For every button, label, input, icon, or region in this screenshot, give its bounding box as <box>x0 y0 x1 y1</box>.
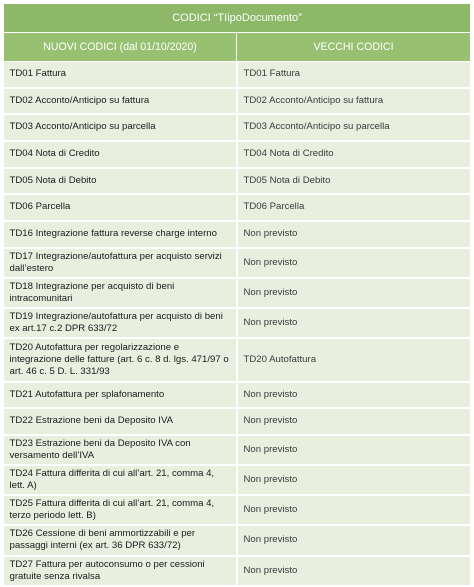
new-code-cell: TD27 Fattura per autoconsumo o per cessioni gratuite senza rivalsa <box>4 556 237 586</box>
old-code-cell: Non previsto <box>237 465 471 495</box>
old-code-cell: Non previsto <box>237 382 471 408</box>
new-code-cell: TD06 Parcella <box>4 194 237 221</box>
old-code-cell: Non previsto <box>237 221 471 248</box>
title-row <box>4 4 471 33</box>
new-code-cell: TD03 Acconto/Anticipo su parcella <box>4 114 237 141</box>
new-code-cell: TD04 Nota di Credito <box>4 141 237 168</box>
old-code-cell: TD05 Nota di Debito <box>237 168 471 194</box>
new-code-cell: TD26 Cessione di beni ammortizzabili e per passaggi interni (ex art. 36 DPR 633/72) <box>4 525 237 556</box>
old-code-cell: Non previsto <box>237 495 471 525</box>
new-code-cell: TD16 Integrazione fattura reverse charge interno <box>4 221 237 248</box>
table-row <box>4 435 471 465</box>
old-code-cell: Non previsto <box>237 308 471 338</box>
new-code-cell: TD22 Estrazione beni da Deposito IVA <box>4 408 237 435</box>
new-code-cell: TD02 Acconto/Anticipo su fattura <box>4 88 237 114</box>
old-code-cell: Non previsto <box>237 278 471 308</box>
old-code-cell: TD01 Fattura <box>237 62 471 88</box>
old-code-cell: Non previsto <box>237 556 471 586</box>
old-code-cell: Non previsto <box>237 525 471 556</box>
table-body <box>4 62 471 586</box>
table-row <box>4 408 471 435</box>
table-row <box>4 114 471 141</box>
table-row <box>4 141 471 168</box>
old-code-cell: TD04 Nota di Credito <box>237 141 471 168</box>
table-row <box>4 248 471 278</box>
table-row <box>4 168 471 194</box>
new-code-cell: TD18 Integrazione per acquisto di beni intracomunitari <box>4 278 237 308</box>
codes-table-container <box>3 3 470 587</box>
table-row <box>4 194 471 221</box>
table-title: CODICI “TIipoDocumento” <box>4 4 471 33</box>
header-row <box>4 33 471 62</box>
new-code-cell: TD21 Autofattura per splafonamento <box>4 382 237 408</box>
table-row <box>4 308 471 338</box>
new-code-cell: TD19 Integrazione/autofattura per acquisto di beni ex art.17 c.2 DPR 633/72 <box>4 308 237 338</box>
new-code-cell: TD23 Estrazione beni da Deposito IVA con versamento dell’IVA <box>4 435 237 465</box>
header-new-codes: NUOVI CODICI (dal 01/10/2020) <box>4 33 237 62</box>
old-code-cell: Non previsto <box>237 435 471 465</box>
new-code-cell: TD17 Integrazione/autofattura per acquisto servizi dall’estero <box>4 248 237 278</box>
old-code-cell: Non previsto <box>237 248 471 278</box>
new-code-cell: TD24 Fattura differita di cui all’art. 21, comma 4, lett. A) <box>4 465 237 495</box>
table-row <box>4 62 471 88</box>
table-row <box>4 556 471 586</box>
table-row <box>4 338 471 382</box>
old-code-cell: TD06 Parcella <box>237 194 471 221</box>
new-code-cell: TD20 Autofattura per regolarizzazione e integrazione delle fatture (art. 6 c. 8 d. lgs. 471/97 o art. 46 c. 5 D. L. 331/93 <box>4 338 237 382</box>
old-code-cell: Non previsto <box>237 408 471 435</box>
new-code-cell: TD25 Fattura differita di cui all’art. 21, comma 4, terzo periodo lett. B) <box>4 495 237 525</box>
new-code-cell: TD05 Nota di Debito <box>4 168 237 194</box>
new-code-cell: TD01 Fattura <box>4 62 237 88</box>
table-row <box>4 278 471 308</box>
codes-table <box>3 3 472 587</box>
old-code-cell: TD02 Acconto/Anticipo su fattura <box>237 88 471 114</box>
table-row <box>4 495 471 525</box>
old-code-cell: TD20 Autofattura <box>237 338 471 382</box>
table-row <box>4 525 471 556</box>
table-row <box>4 221 471 248</box>
table-row <box>4 88 471 114</box>
old-code-cell: TD03 Acconto/Anticipo su parcella <box>237 114 471 141</box>
table-row <box>4 465 471 495</box>
header-old-codes: VECCHI CODICI <box>237 33 471 62</box>
table-row <box>4 382 471 408</box>
